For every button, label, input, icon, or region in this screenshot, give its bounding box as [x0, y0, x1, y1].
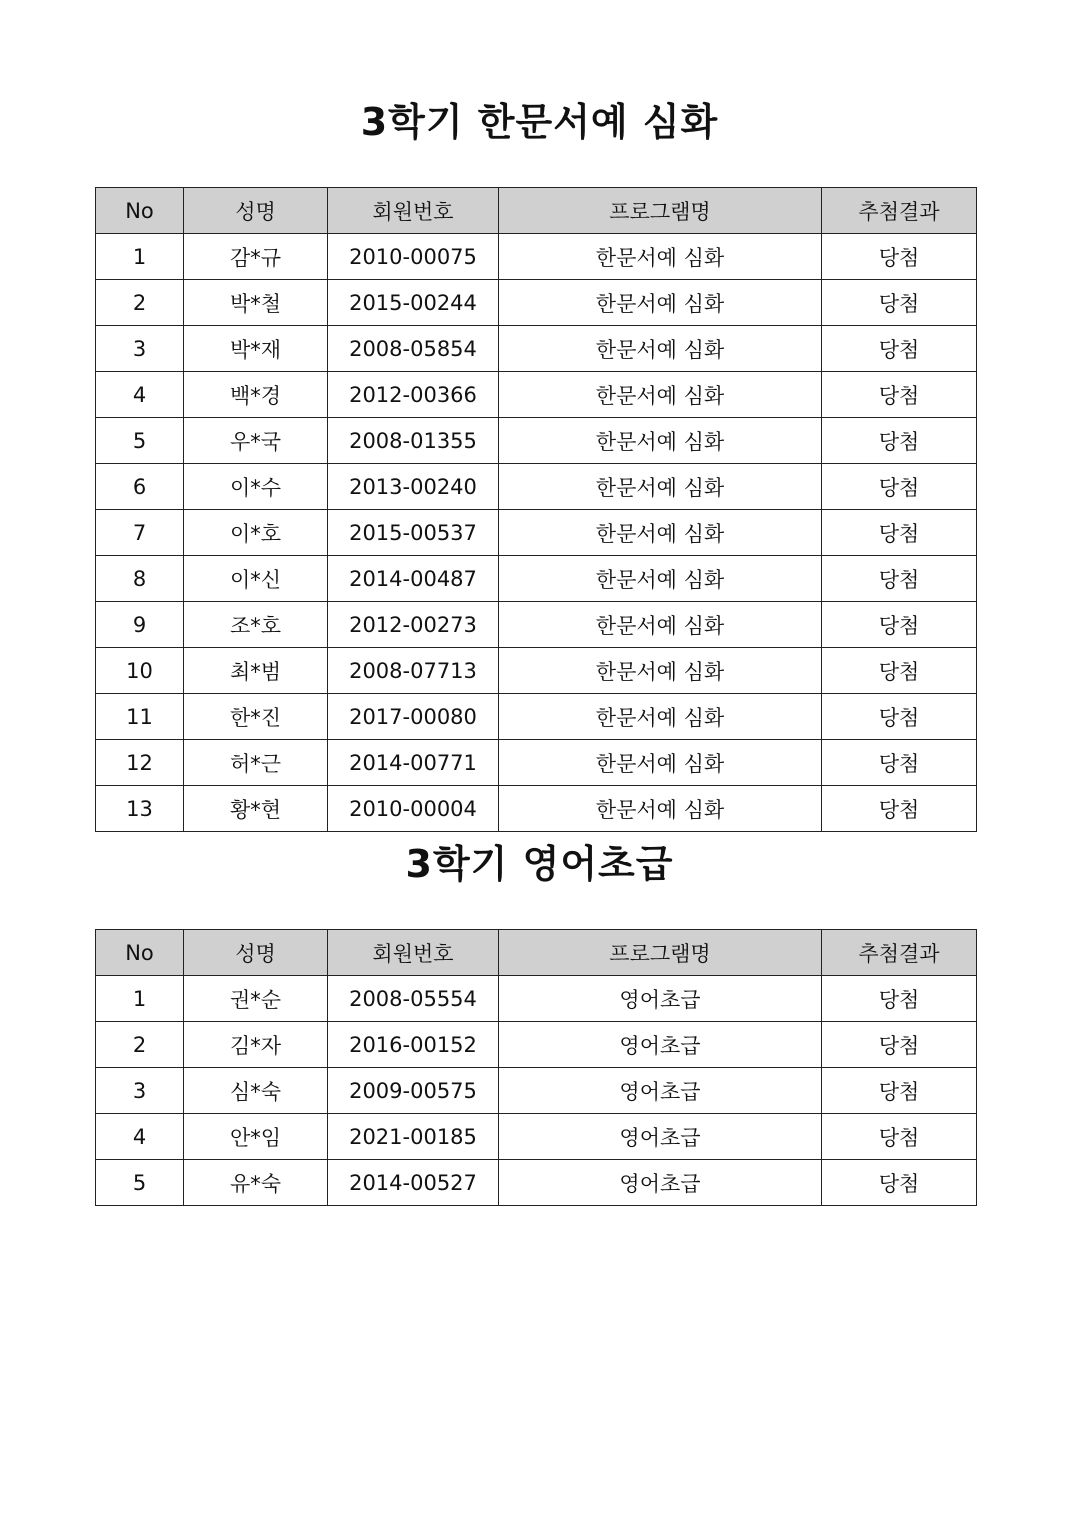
- cell-program: 영어초급: [499, 976, 822, 1022]
- cell-result: 당첨: [822, 464, 977, 510]
- table-row: [96, 976, 977, 1022]
- lottery-result-table-hanmun: [95, 187, 977, 832]
- cell-result: 당첨: [822, 234, 977, 280]
- cell-member-id: 2010-00004: [328, 786, 499, 832]
- cell-program: 한문서예 심화: [499, 602, 822, 648]
- cell-no: 1: [96, 976, 184, 1022]
- header-program: 프로그램명: [499, 188, 822, 234]
- cell-result: 당첨: [822, 602, 977, 648]
- table-row: [96, 1160, 977, 1206]
- table-row: [96, 1068, 977, 1114]
- cell-no: 2: [96, 280, 184, 326]
- cell-member-id: 2014-00771: [328, 740, 499, 786]
- table-body: [96, 234, 977, 832]
- cell-result: 당첨: [822, 556, 977, 602]
- cell-no: 9: [96, 602, 184, 648]
- cell-program: 한문서예 심화: [499, 280, 822, 326]
- cell-program: 한문서예 심화: [499, 510, 822, 556]
- table-row: [96, 280, 977, 326]
- cell-member-id: 2017-00080: [328, 694, 499, 740]
- cell-member-id: 2014-00527: [328, 1160, 499, 1206]
- cell-program: 한문서예 심화: [499, 234, 822, 280]
- cell-no: 5: [96, 1160, 184, 1206]
- cell-no: 11: [96, 694, 184, 740]
- cell-member-id: 2009-00575: [328, 1068, 499, 1114]
- header-result: 추첨결과: [822, 188, 977, 234]
- cell-no: 6: [96, 464, 184, 510]
- cell-name: 감*규: [184, 234, 328, 280]
- cell-program: 한문서예 심화: [499, 694, 822, 740]
- table-row: [96, 372, 977, 418]
- header-member-id: 회원번호: [328, 930, 499, 976]
- table-row: [96, 418, 977, 464]
- cell-result: 당첨: [822, 976, 977, 1022]
- header-program: 프로그램명: [499, 930, 822, 976]
- cell-result: 당첨: [822, 1160, 977, 1206]
- cell-member-id: 2012-00273: [328, 602, 499, 648]
- cell-no: 13: [96, 786, 184, 832]
- lottery-result-table-english: [95, 929, 977, 1206]
- cell-member-id: 2010-00075: [328, 234, 499, 280]
- table-header-row: [96, 188, 977, 234]
- cell-name: 백*경: [184, 372, 328, 418]
- header-name: 성명: [184, 930, 328, 976]
- cell-no: 3: [96, 326, 184, 372]
- cell-name: 황*현: [184, 786, 328, 832]
- cell-no: 7: [96, 510, 184, 556]
- table-row: [96, 786, 977, 832]
- cell-program: 한문서예 심화: [499, 648, 822, 694]
- cell-no: 10: [96, 648, 184, 694]
- cell-program: 영어초급: [499, 1160, 822, 1206]
- cell-result: 당첨: [822, 1022, 977, 1068]
- cell-no: 3: [96, 1068, 184, 1114]
- table-row: [96, 556, 977, 602]
- cell-result: 당첨: [822, 694, 977, 740]
- cell-name: 권*순: [184, 976, 328, 1022]
- cell-program: 한문서예 심화: [499, 786, 822, 832]
- cell-result: 당첨: [822, 1114, 977, 1160]
- table-row: [96, 326, 977, 372]
- table-header-row: [96, 930, 977, 976]
- cell-result: 당첨: [822, 326, 977, 372]
- cell-name: 박*철: [184, 280, 328, 326]
- cell-result: 당첨: [822, 372, 977, 418]
- cell-name: 이*호: [184, 510, 328, 556]
- cell-name: 조*호: [184, 602, 328, 648]
- cell-name: 박*재: [184, 326, 328, 372]
- cell-name: 이*신: [184, 556, 328, 602]
- cell-no: 1: [96, 234, 184, 280]
- cell-member-id: 2012-00366: [328, 372, 499, 418]
- cell-result: 당첨: [822, 1068, 977, 1114]
- cell-no: 2: [96, 1022, 184, 1068]
- cell-program: 한문서예 심화: [499, 740, 822, 786]
- cell-no: 4: [96, 372, 184, 418]
- cell-member-id: 2015-00244: [328, 280, 499, 326]
- table-row: [96, 694, 977, 740]
- cell-result: 당첨: [822, 786, 977, 832]
- cell-program: 한문서예 심화: [499, 326, 822, 372]
- cell-member-id: 2008-05854: [328, 326, 499, 372]
- table-row: [96, 1114, 977, 1160]
- cell-program: 영어초급: [499, 1068, 822, 1114]
- section-title-hanmun: 3학기 한문서예 심화: [360, 100, 719, 144]
- cell-no: 4: [96, 1114, 184, 1160]
- cell-member-id: 2008-07713: [328, 648, 499, 694]
- header-member-id: 회원번호: [328, 188, 499, 234]
- section-title-english: 3학기 영어초급: [405, 842, 674, 886]
- cell-member-id: 2014-00487: [328, 556, 499, 602]
- table-row: [96, 1022, 977, 1068]
- cell-member-id: 2013-00240: [328, 464, 499, 510]
- cell-no: 8: [96, 556, 184, 602]
- cell-program: 영어초급: [499, 1114, 822, 1160]
- cell-member-id: 2016-00152: [328, 1022, 499, 1068]
- cell-name: 김*자: [184, 1022, 328, 1068]
- header-name: 성명: [184, 188, 328, 234]
- cell-name: 최*범: [184, 648, 328, 694]
- cell-program: 한문서예 심화: [499, 418, 822, 464]
- cell-name: 이*수: [184, 464, 328, 510]
- cell-name: 허*근: [184, 740, 328, 786]
- table-row: [96, 602, 977, 648]
- cell-name: 유*숙: [184, 1160, 328, 1206]
- cell-program: 한문서예 심화: [499, 464, 822, 510]
- cell-result: 당첨: [822, 418, 977, 464]
- cell-name: 한*진: [184, 694, 328, 740]
- table-row: [96, 464, 977, 510]
- cell-name: 안*임: [184, 1114, 328, 1160]
- cell-program: 한문서예 심화: [499, 372, 822, 418]
- cell-member-id: 2008-01355: [328, 418, 499, 464]
- cell-program: 영어초급: [499, 1022, 822, 1068]
- cell-program: 한문서예 심화: [499, 556, 822, 602]
- table-body: [96, 976, 977, 1206]
- cell-result: 당첨: [822, 740, 977, 786]
- header-no: No: [96, 188, 184, 234]
- cell-name: 우*국: [184, 418, 328, 464]
- table-row: [96, 510, 977, 556]
- cell-no: 5: [96, 418, 184, 464]
- cell-member-id: 2021-00185: [328, 1114, 499, 1160]
- table-row: [96, 234, 977, 280]
- cell-member-id: 2015-00537: [328, 510, 499, 556]
- cell-result: 당첨: [822, 510, 977, 556]
- header-result: 추첨결과: [822, 930, 977, 976]
- cell-result: 당첨: [822, 280, 977, 326]
- table-row: [96, 740, 977, 786]
- table-row: [96, 648, 977, 694]
- cell-member-id: 2008-05554: [328, 976, 499, 1022]
- header-no: No: [96, 930, 184, 976]
- cell-no: 12: [96, 740, 184, 786]
- cell-result: 당첨: [822, 648, 977, 694]
- cell-name: 심*숙: [184, 1068, 328, 1114]
